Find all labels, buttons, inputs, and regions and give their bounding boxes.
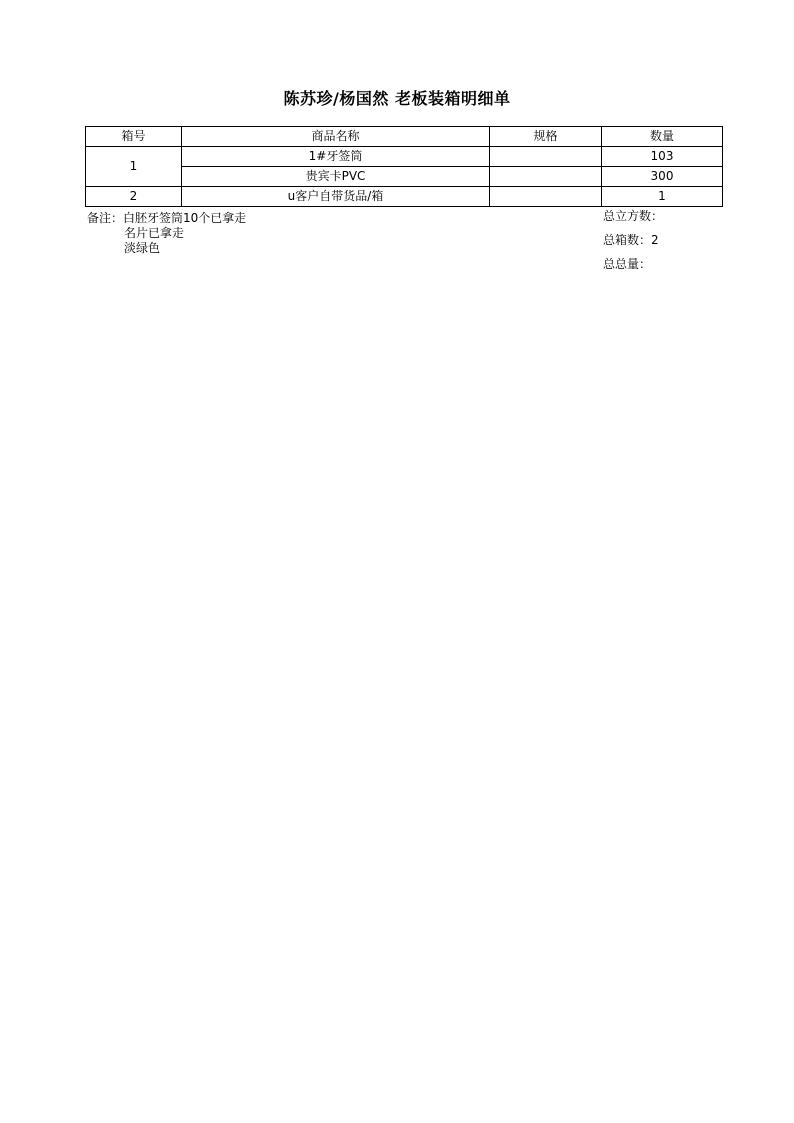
remarks-line: 白胚牙签筒10个已拿走 (123, 211, 247, 225)
total-volume-line (603, 208, 663, 232)
column-header-product-name: 商品名称 (182, 127, 490, 147)
product-name-cell: 1#牙签筒 (182, 147, 490, 167)
total-boxes-value: 2 (651, 233, 659, 247)
column-header-box-no: 箱号 (86, 127, 182, 147)
box-no-cell: 2 (86, 187, 182, 207)
remarks-line: 名片已拿走 (124, 226, 185, 240)
table-header-row (86, 127, 723, 147)
remarks-line: 淡绿色 (124, 241, 161, 255)
total-weight-line (603, 256, 663, 280)
packing-list-table (85, 126, 723, 207)
document-title: 陈苏珍/杨国然 老板装箱明细单 (283, 89, 511, 108)
total-boxes-line (603, 232, 663, 256)
product-name-cell: 贵宾卡PVC (182, 167, 490, 187)
table-row (86, 167, 723, 187)
box-no-cell: 1 (86, 147, 182, 187)
spec-cell (490, 167, 602, 187)
spec-cell (490, 147, 602, 167)
total-weight-label: 总总量： (603, 257, 652, 271)
summary-section (603, 208, 663, 280)
spec-cell (490, 187, 602, 207)
column-header-quantity: 数量 (602, 127, 723, 147)
total-volume-label: 总立方数： (603, 209, 664, 223)
remarks-label: 备注： (87, 211, 124, 225)
table-row (86, 187, 723, 207)
quantity-cell: 103 (602, 147, 723, 167)
table-row (86, 147, 723, 167)
product-name-cell: u客户自带货品/箱 (182, 187, 490, 207)
total-boxes-label: 总箱数： (603, 233, 652, 247)
quantity-cell: 300 (602, 167, 723, 187)
column-header-spec: 规格 (490, 127, 602, 147)
remarks-section (87, 211, 246, 256)
quantity-cell: 1 (602, 187, 723, 207)
